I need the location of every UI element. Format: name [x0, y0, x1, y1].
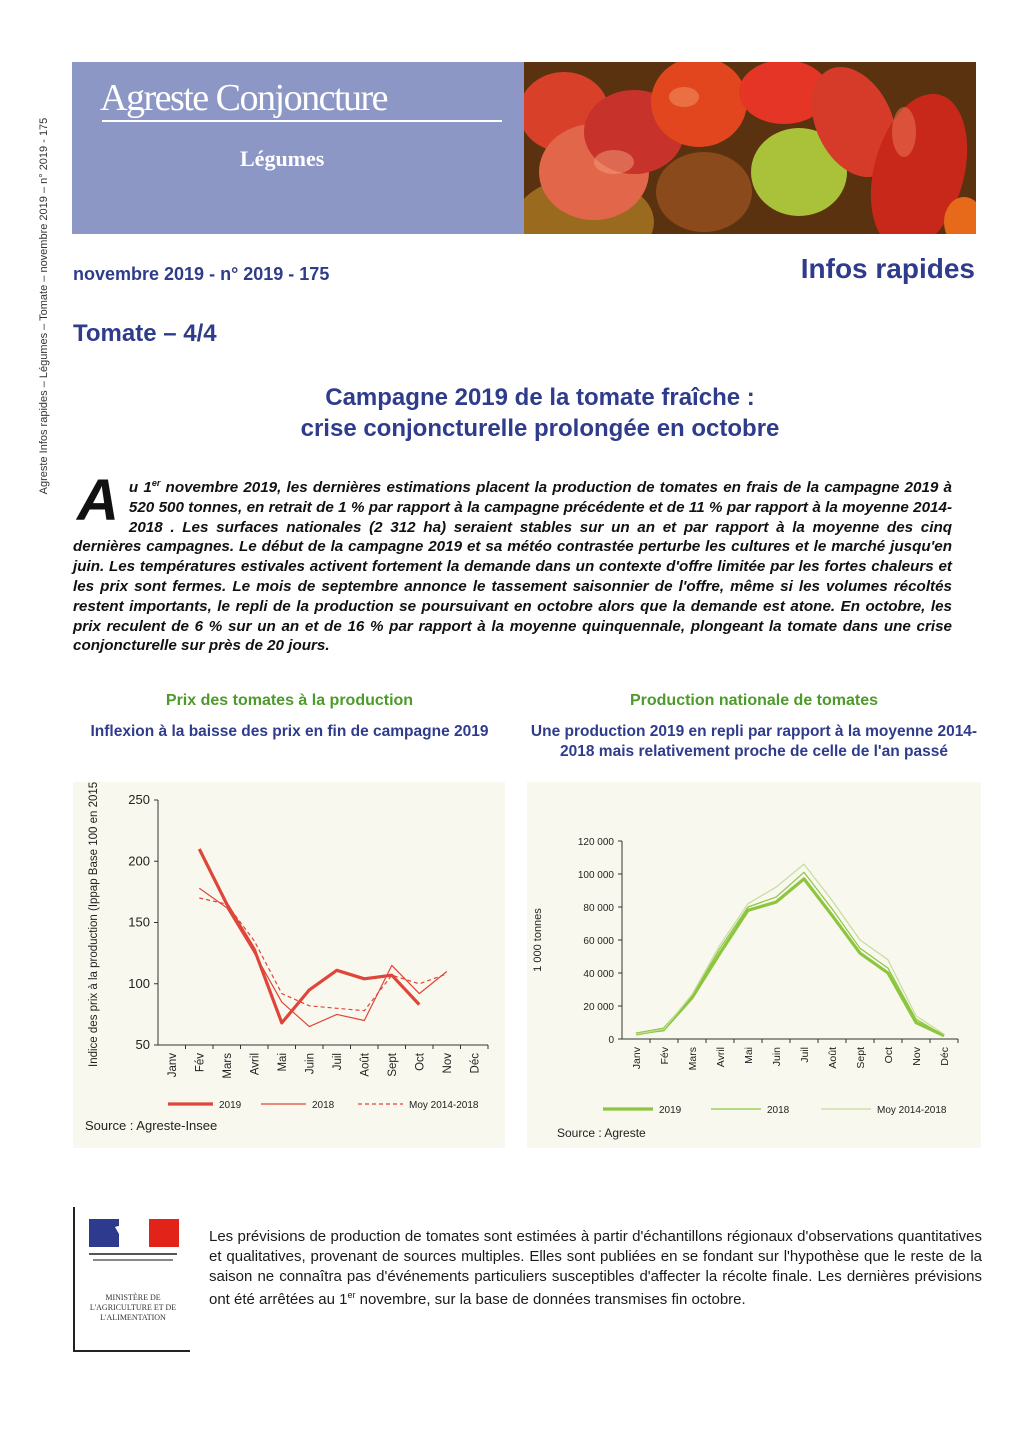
chart2-x-tick-label: Juil: [799, 1047, 811, 1063]
lead-text-2: novembre 2019, les dernières estimations placent la production de tomates en frais de la campagne 2019 à 520 500 tonnes, en retrait de 1 % par rapport à la campagne précédente et de 11 % par rapport à la moyenne 2014-2018 . Les surfaces nationales (2 312 ha) seraient stables sur un an et par rapport à la moyenne des cinq dernières campagnes. Le début de la campagne 2019 et sa météo contrastée perturbe les cultures et le marché jusqu'en juin. Les températures estivales activent fortement la demande dans un contexte d'offre limitée par les fortes chaleurs et les prix sont fermes. Le mois de septembre annonce le tassement saisonnier de l'offre, même si les volumes récoltés restent importants, le repli de la production se poursuivant en octobre alors que la demande est atone. En octobre, les prix reculent de 6 % sur un an et de 16 % par rapport à la moyenne quinquennale, plongeant la tomate dans une crise conjoncturelle sur près de 20 jours.: [73, 479, 952, 655]
chart1-panel: [73, 782, 505, 1148]
logo: Agreste Conjoncture: [100, 77, 388, 119]
chart2-series-1-line: [636, 872, 944, 1035]
chart1-series-1-line: [199, 888, 446, 1026]
chart1-y-tick-label: 250: [128, 792, 150, 807]
chart1-y-axis-label: Indice des prix à la production (Ippap Base 100 en 2015): [88, 782, 100, 1067]
chart2-series-0-line: [636, 879, 944, 1036]
chart2-y-tick-label: 100 000: [577, 870, 614, 881]
header-banner: [72, 62, 976, 234]
chart2-y-tick-label: 120 000: [577, 837, 614, 848]
chart2-legend-label-0: 2019: [659, 1105, 682, 1116]
banner-title-panel: [72, 62, 524, 234]
chart2-y-tick-label: 20 000: [583, 1002, 614, 1013]
headline-line-2: crise conjoncturelle prolongée en octobre: [300, 415, 780, 442]
chart2-title: Production nationale de tomates: [629, 692, 879, 709]
chart1-legend-label-1: 2018: [312, 1100, 335, 1111]
chart2-x-tick-label: Mars: [687, 1047, 699, 1071]
headline: [200, 382, 880, 444]
banner-subtitle: Légumes: [240, 146, 325, 171]
chart1-y-tick-label: 50: [135, 1037, 150, 1052]
chart2-legend-label-2: Moy 2014-2018: [877, 1105, 947, 1116]
chart2-legend-label-1: 2018: [767, 1105, 790, 1116]
chart1-x-tick-label: Août: [359, 1053, 372, 1077]
side-text: Agreste Infos rapides – Légumes – Tomate – novembre 2019 – n° 2019 - 175: [38, 117, 50, 495]
chart2-x-tick-label: Fév: [659, 1047, 671, 1065]
chart2-x-tick-label: Sept: [855, 1047, 867, 1069]
chart1-series-0-line: [199, 849, 419, 1023]
chart1-legend-label-0: 2019: [219, 1100, 242, 1111]
chart1-legend-label-2: Moy 2014-2018: [409, 1100, 479, 1111]
chart1-x-tick-label: Nov: [441, 1053, 454, 1074]
dropcap: A: [77, 468, 119, 533]
ministry-logo-box: [73, 1207, 190, 1352]
infos-rapides-label: Infos rapides: [800, 253, 975, 284]
chart1-x-tick-label: Janv: [166, 1053, 179, 1078]
chart2-x-tick-label: Janv: [631, 1047, 643, 1070]
chart1-x-tick-label: Mai: [276, 1053, 289, 1072]
chart2-x-tick-label: Juin: [771, 1047, 783, 1067]
chart1-x-tick-label: Fév: [194, 1053, 207, 1073]
headline-line-1: Campagne 2019 de la tomate fraîche :: [325, 384, 755, 411]
chart2-x-tick-label: Oct: [883, 1047, 895, 1064]
lead-sup: er: [151, 478, 161, 488]
chart2-panel: [527, 782, 981, 1148]
chart1-x-tick-label: Sept: [386, 1053, 399, 1077]
chart1-x-tick-label: Oct: [414, 1053, 427, 1071]
chart1-x-tick-label: Avril: [249, 1053, 262, 1076]
section-title: Tomate – 4/4: [73, 320, 217, 347]
chart1-svg: [73, 782, 505, 1148]
vegetables-photo: [524, 62, 976, 234]
chart2-x-tick-label: Août: [827, 1047, 839, 1069]
chart2-x-tick-label: Nov: [911, 1047, 923, 1066]
chart1-y-tick-label: 200: [128, 853, 150, 869]
lead-text-1: u 1: [128, 479, 152, 497]
methodology-note: [209, 1227, 982, 1310]
chart1-x-tick-label: Mars: [221, 1053, 234, 1079]
note-text-1: Les prévisions de production de tomates sont estimées à partir d'échantillons régionaux d'observations quantitatives et qualitatives, provenant de sources multiples. Elles sont publiées en se fondant sur l'hypothèse que le reste de la saison ne connaîtra pas d'événements particuliers susceptibles d'affecter la récolte finale. Les dernières prévisions ont été arrêtées au 1: [209, 1228, 982, 1309]
chart2-svg: [527, 782, 981, 1148]
chart1-y-tick-label: 100: [128, 975, 150, 991]
chart2-x-tick-label: Déc: [939, 1047, 951, 1066]
chart2-subtitle: Une production 2019 en repli par rapport à la moyenne 2014-2018 mais relativement proche de celle de l'an passé: [530, 723, 978, 760]
chart1-title: Prix des tomates à la production: [165, 692, 414, 709]
chart2-x-tick-label: Mai: [743, 1047, 755, 1064]
chart1-subtitle: Inflexion à la baisse des prix en fin de campagne 2019: [90, 723, 489, 740]
chart1-x-tick-label: Juil: [331, 1053, 344, 1071]
marianne-logo: [75, 1207, 190, 1287]
chart2-y-axis-label: 1 000 tonnes: [532, 908, 544, 972]
chart1-x-tick-label: Déc: [469, 1053, 482, 1074]
chart2-y-tick-label: 80 000: [583, 903, 614, 914]
lead-paragraph: [73, 468, 952, 656]
chart1-y-tick-label: 150: [128, 914, 150, 930]
chart1-source: Source : Agreste-Insee: [85, 1118, 218, 1133]
note-sup: er: [347, 1290, 356, 1301]
ministry-text: MINISTÈRE DE L'AGRICULTURE ET DE L'ALIMENTATION: [89, 1293, 177, 1322]
chart2-source: Source : Agreste: [557, 1126, 646, 1140]
note-text-2: novembre, sur la base de données transmises fin octobre.: [355, 1291, 746, 1309]
tomatoes-illustration: [524, 62, 976, 234]
issue-line: novembre 2019 - n° 2019 - 175: [73, 264, 330, 284]
chart2-y-tick-label: 40 000: [583, 969, 614, 980]
side-text-anchor: [38, 0, 50, 495]
chart2-x-tick-label: Avril: [715, 1047, 727, 1068]
chart1-x-tick-label: Juin: [304, 1053, 317, 1075]
chart2-y-tick-label: 60 000: [583, 936, 614, 947]
chart2-y-tick-label: 0: [608, 1035, 614, 1046]
logo-underline: [102, 120, 502, 122]
